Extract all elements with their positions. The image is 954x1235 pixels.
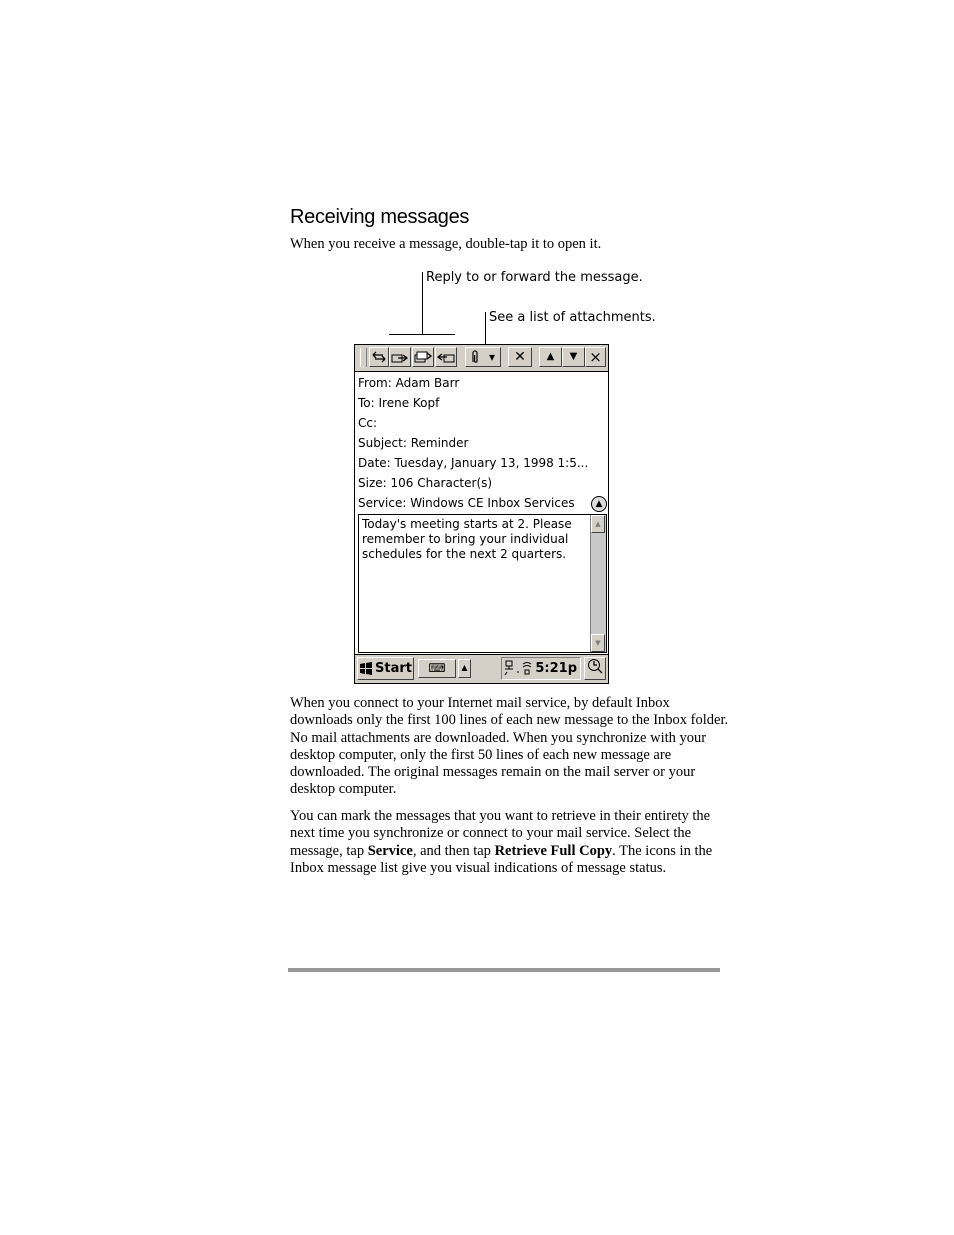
paragraph-retrieve-part-1: You can mark the messages that you want to retrieve in their entirety the next time you synchronize or connect to your mail service. Select the message, tap: [290, 808, 711, 859]
callout-reply-leader: [422, 272, 423, 334]
connection-status-icon: [503, 660, 533, 678]
start-label: Start: [375, 661, 412, 676]
system-tray: [501, 657, 581, 680]
taskbar: [355, 654, 608, 683]
cc-field: Cc:: [358, 416, 378, 430]
reply-button[interactable]: [369, 347, 389, 367]
keyboard-icon: ⌨: [428, 661, 446, 675]
command-bar-grip[interactable]: [360, 348, 367, 367]
body-scrollbar[interactable]: [590, 515, 606, 652]
chevron-up-icon: ▲: [461, 663, 468, 672]
collapse-up-icon: ▲: [595, 499, 603, 509]
input-method-arrow[interactable]: [458, 659, 471, 678]
delete-icon: ✕: [514, 349, 526, 365]
scroll-down-button[interactable]: [591, 634, 605, 652]
forward-button[interactable]: [412, 347, 434, 367]
reply-to-sender-button[interactable]: [435, 347, 457, 367]
message-header: [358, 373, 588, 513]
message-body-text: Today's meeting starts at 2. Please remember to bring your individual schedules for the next 2 quarters.: [362, 517, 572, 561]
subject-field: Subject: Reminder: [358, 436, 469, 450]
forward-icon: [414, 351, 432, 363]
paragraph-retrieve-part-3: . The icons in the Inbox message list give you visual indications of message status.: [290, 842, 713, 876]
section-heading: Receiving messages: [290, 206, 470, 228]
paperclip-icon: [471, 350, 479, 364]
service-term: Service: [367, 842, 413, 859]
service-field[interactable]: Service: Windows CE Inbox Services: [358, 496, 575, 510]
retrieve-full-copy-term: Retrieve Full Copy: [494, 842, 613, 859]
desktop-button[interactable]: [584, 657, 606, 680]
inbox-message-screen: [354, 344, 609, 684]
scroll-up-button[interactable]: [591, 515, 605, 533]
windows-flag-icon: [359, 662, 373, 676]
message-body[interactable]: [358, 514, 607, 653]
reply-all-button[interactable]: [389, 347, 411, 367]
scroll-down-icon: ▼: [595, 639, 601, 647]
chevron-down-icon: ▾: [488, 350, 495, 364]
delete-button[interactable]: [508, 347, 532, 367]
paragraph-retrieve-part-2: , and then tap: [412, 842, 495, 859]
callout-reply-bracket: [389, 334, 455, 335]
reply-to-sender-icon: [437, 351, 455, 363]
attachments-button[interactable]: [465, 347, 501, 367]
command-bar: [355, 345, 608, 372]
next-message-button[interactable]: [562, 347, 585, 367]
start-button[interactable]: [357, 657, 414, 680]
from-field: From: Adam Barr: [358, 376, 460, 390]
size-field: Size: 106 Character(s): [358, 476, 493, 490]
arrow-down-icon: ▼: [569, 351, 578, 362]
collapse-header-button[interactable]: [591, 496, 607, 512]
footer-rule: [288, 968, 720, 972]
scroll-up-icon: ▲: [595, 520, 601, 528]
date-field: Date: Tuesday, January 13, 1998 1:5...: [358, 456, 589, 470]
intro-text: When you receive a message, double-tap it to open it.: [290, 236, 602, 252]
paragraph-download: When you connect to your Internet mail service, by default Inbox downloads only the first 100 lines of each new message to the Inbox folder. No mail attachments are downloaded. When you synchronize with your desktop computer, only the first 50 lines of each new message are downloaded. The original messages remain on the mail server or your desktop computer.: [290, 695, 729, 798]
desktop-icon: [587, 658, 603, 674]
input-panel-button[interactable]: [418, 659, 456, 678]
close-button[interactable]: [585, 347, 606, 367]
to-field: To: Irene Kopf: [358, 396, 440, 410]
paragraph-retrieve: [290, 808, 730, 877]
callout-reply: Reply to or forward the message.: [426, 270, 643, 285]
previous-message-button[interactable]: [539, 347, 562, 367]
arrow-up-icon: ▲: [546, 351, 555, 362]
reply-all-icon: [391, 351, 409, 363]
callout-attachments: See a list of attachments.: [489, 310, 656, 325]
reply-icon: [372, 351, 386, 363]
clock[interactable]: 5:21p: [535, 661, 577, 676]
close-icon: ×: [589, 347, 602, 366]
